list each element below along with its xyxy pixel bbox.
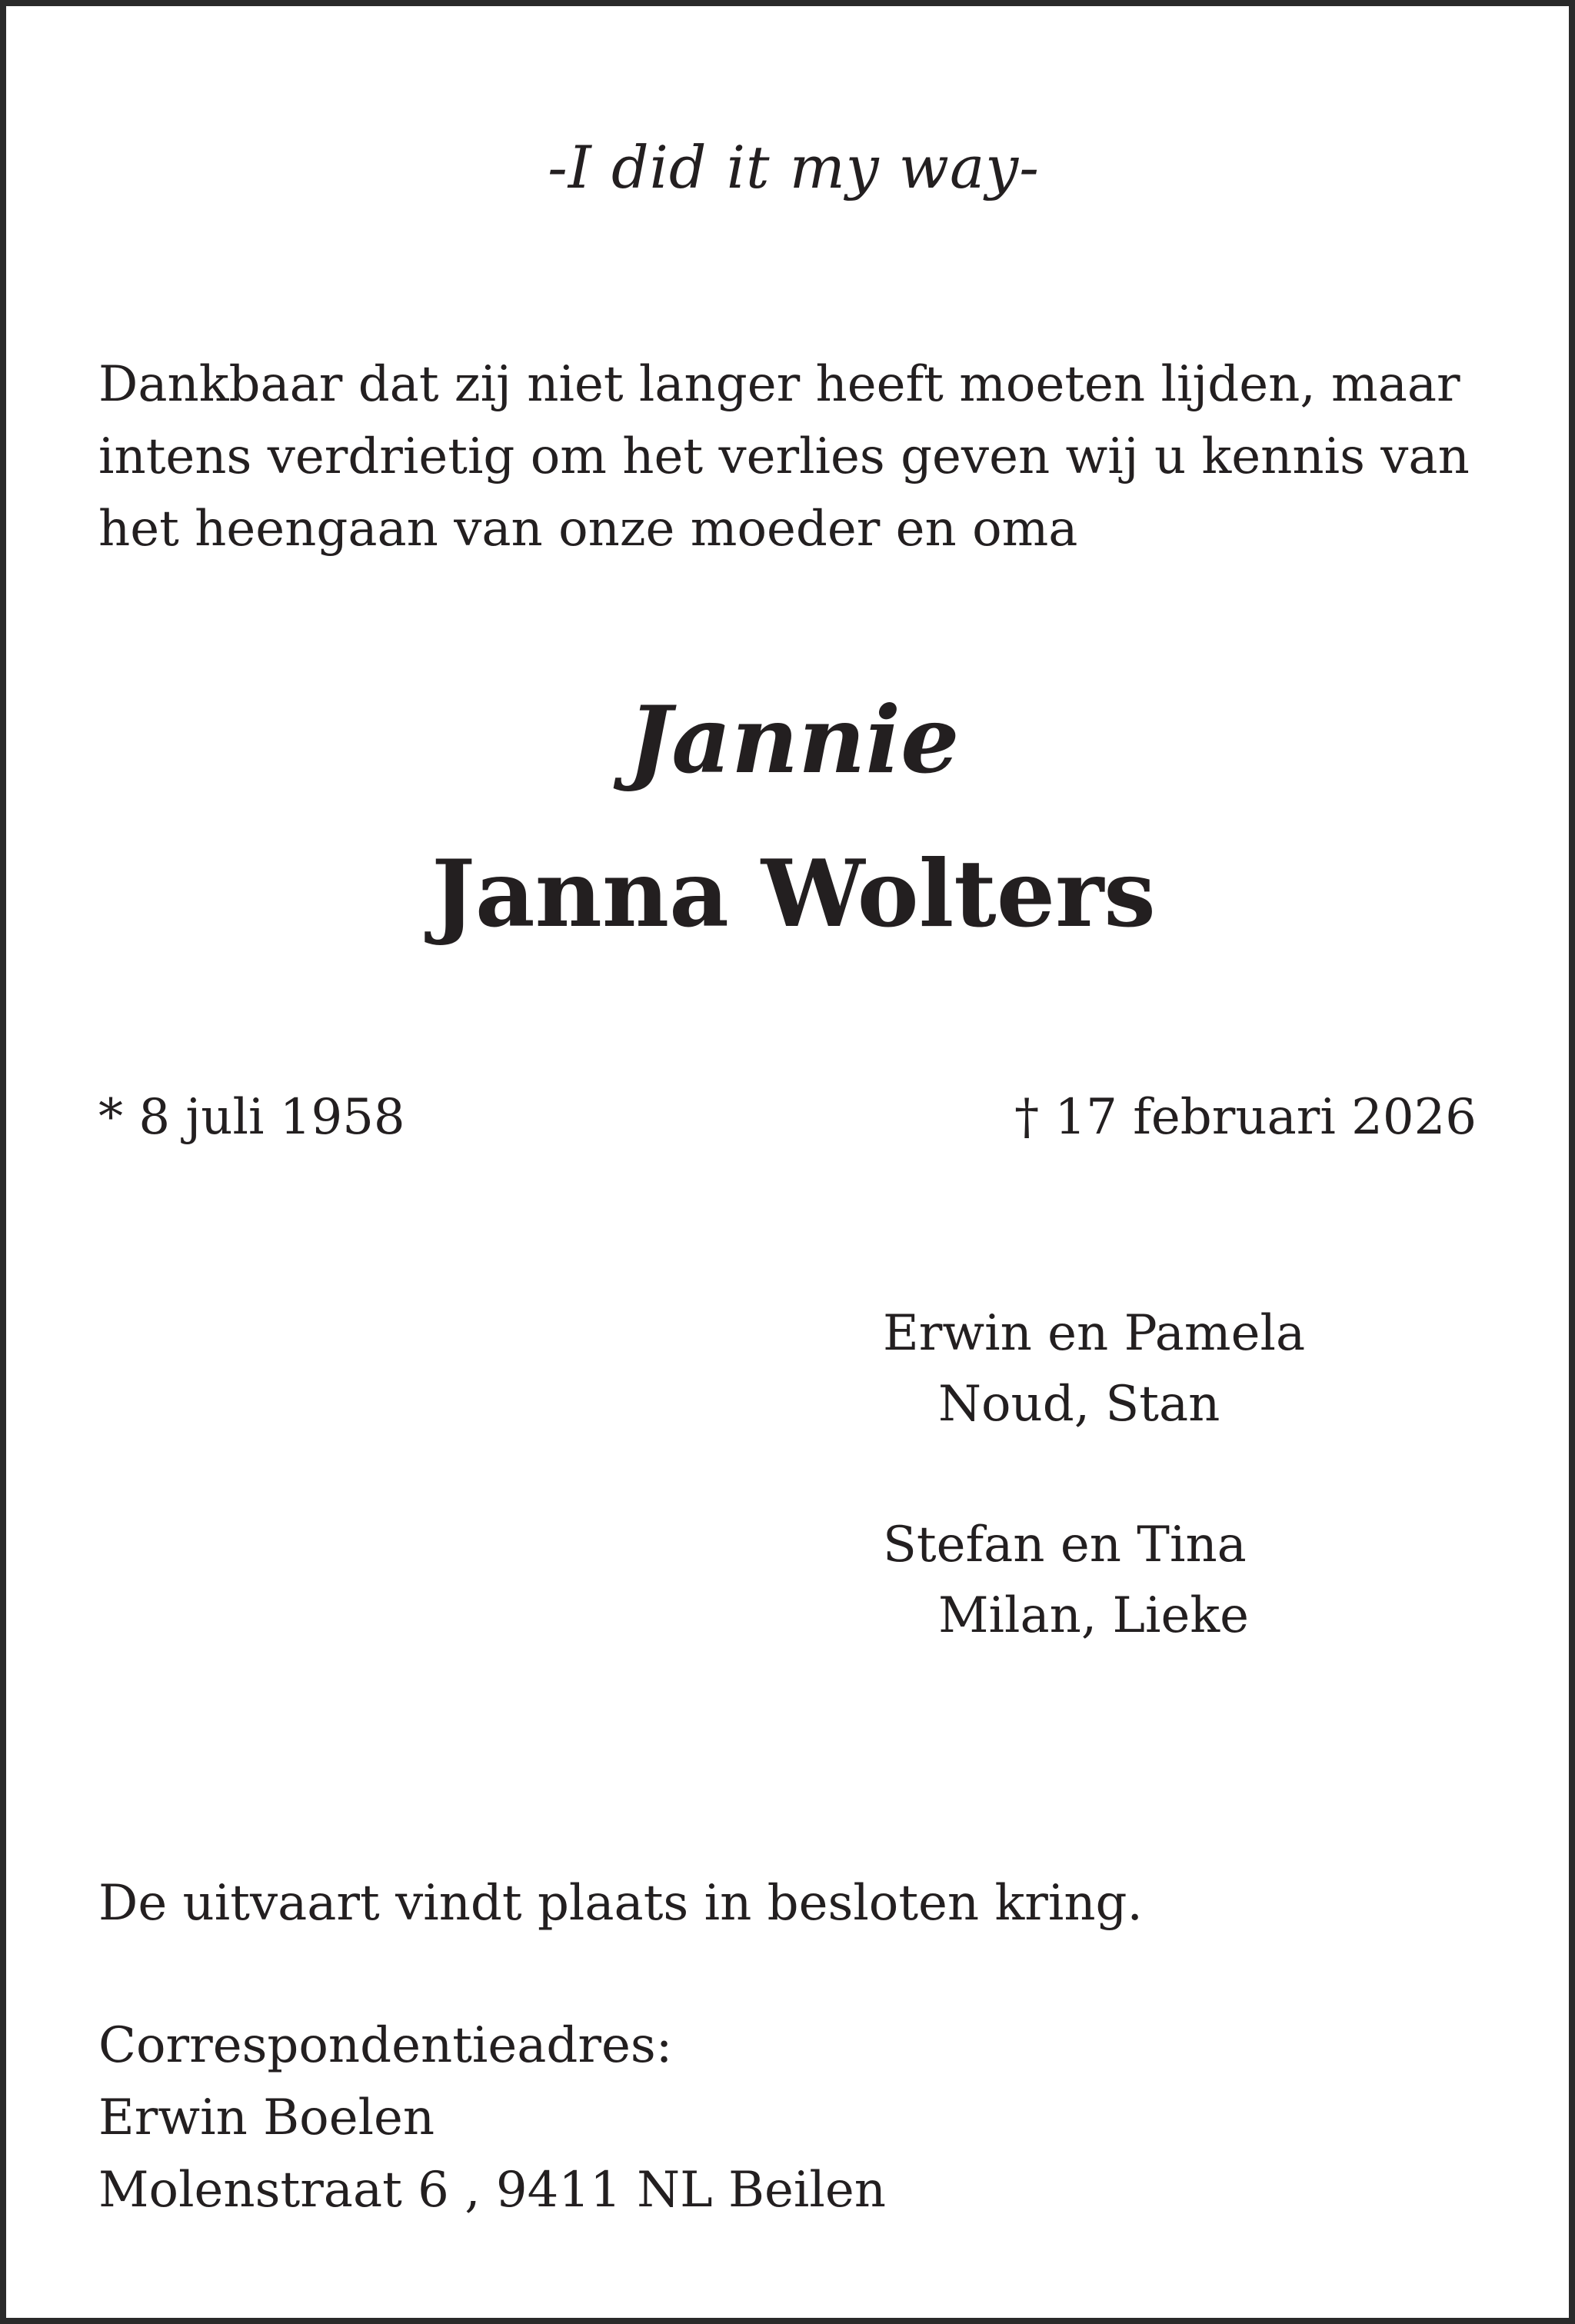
family-group	[883, 1510, 1249, 1651]
family-parents: Stefan en Tina	[883, 1517, 1247, 1573]
family-children: Milan, Lieke	[938, 1587, 1250, 1644]
family-parents: Erwin en Pamela	[883, 1305, 1306, 1362]
intro-line: het heengaan van onze moeder en oma	[98, 501, 1078, 558]
correspondence-address	[98, 2009, 886, 2226]
death-date: † 17 februari 2026	[1014, 1089, 1477, 1146]
intro-line: Dankbaar dat zij niet langer heeft moeten lijden, maar	[98, 356, 1460, 413]
intro-text	[98, 348, 1498, 565]
deceased-full-name: Janna Wolters	[431, 840, 1156, 948]
correspondence-label: Correspondentieadres:	[98, 2017, 673, 2074]
family-group	[883, 1298, 1305, 1440]
funeral-note: De uitvaart vindt plaats in besloten kring.	[98, 1875, 1143, 1932]
birth-date: * 8 juli 1958	[98, 1089, 405, 1146]
correspondence-street: Molenstraat 6 , 9411 NL Beilen	[98, 2162, 886, 2219]
intro-line: intens verdrietig om het verlies geven wij u kennis van	[98, 428, 1470, 485]
motto: -I did it my way-	[548, 133, 1040, 201]
deceased-first-name: Jannie	[628, 686, 960, 794]
correspondence-name: Erwin Boelen	[98, 2089, 435, 2146]
family-children: Noud, Stan	[938, 1376, 1220, 1433]
